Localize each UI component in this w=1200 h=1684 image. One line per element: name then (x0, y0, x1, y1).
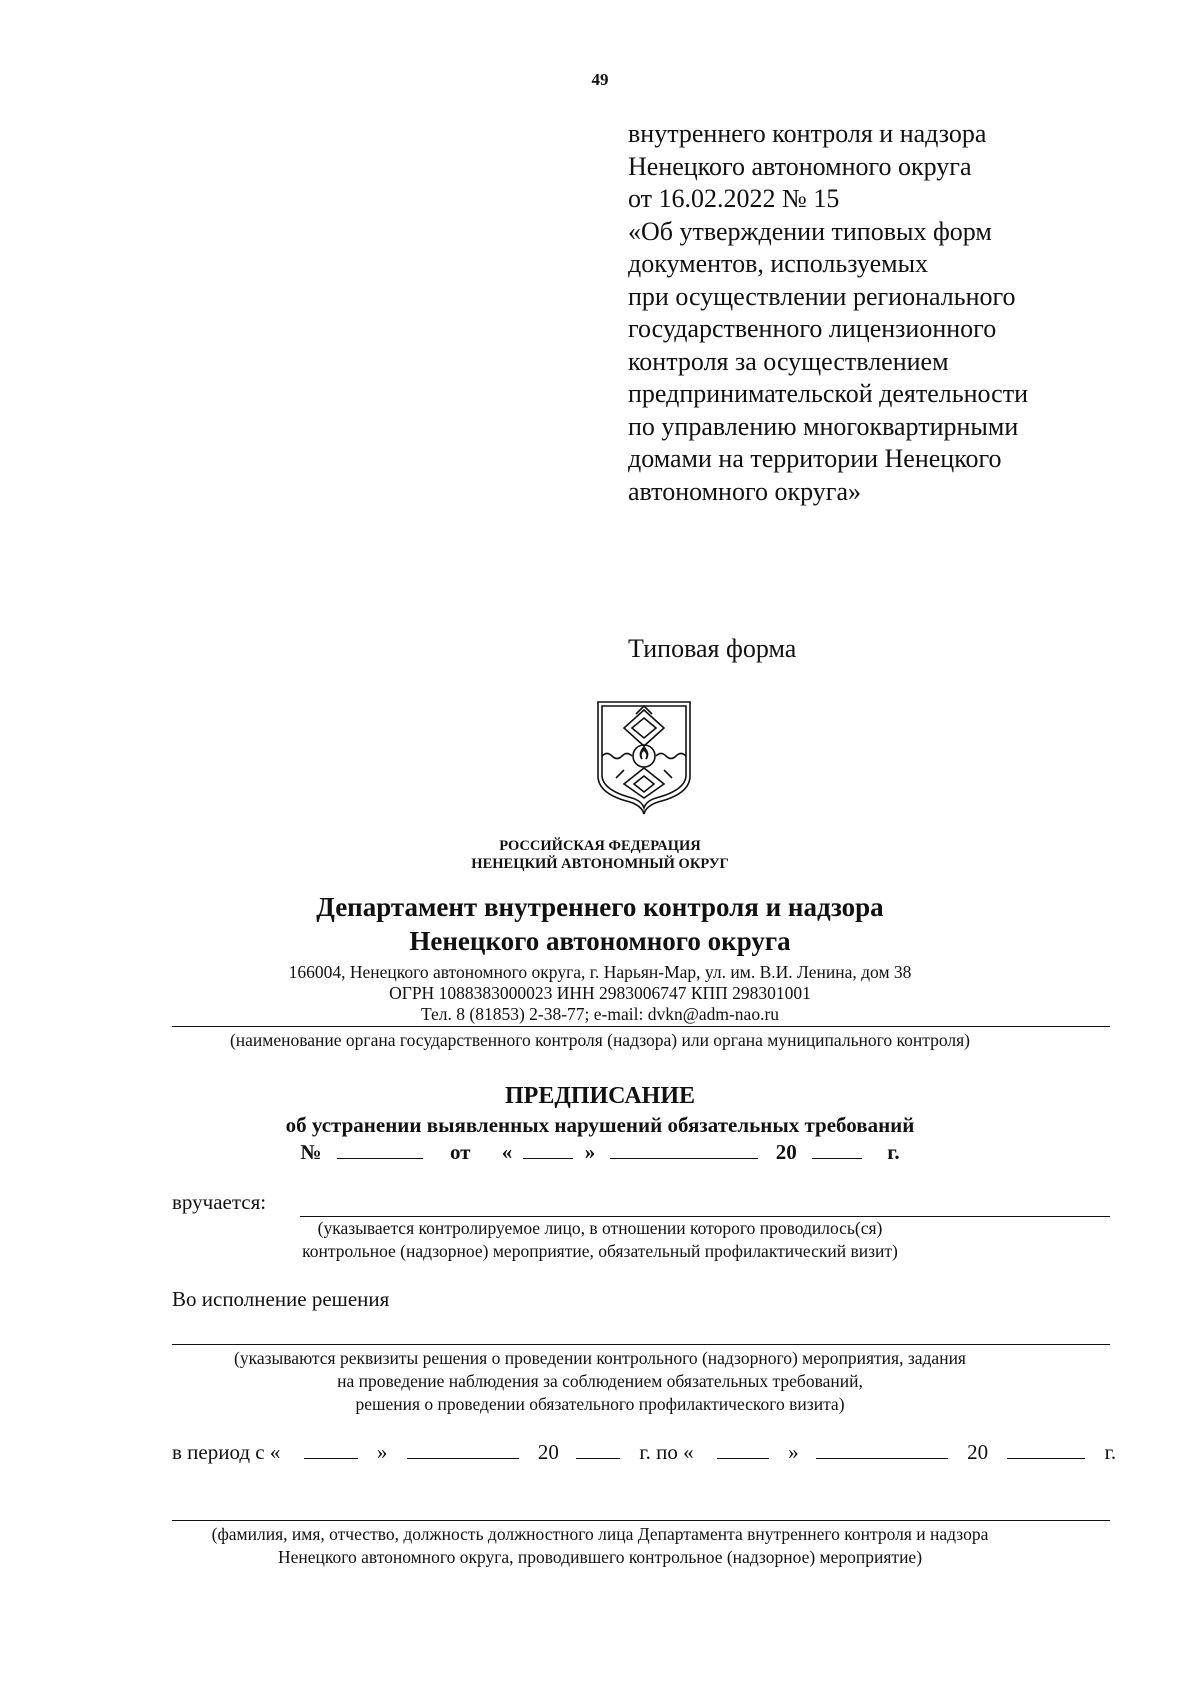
header-line: по управлению многоквартирными (628, 411, 1019, 441)
period-to-label: г. по « (639, 1440, 694, 1464)
period-to-year-field[interactable] (1007, 1440, 1085, 1459)
header-line: предпринимательской деятельности (628, 379, 1028, 408)
approval-header (628, 118, 1148, 508)
header-line: домами на территории Ненецкого (628, 444, 1002, 473)
period-from-month-field[interactable] (407, 1440, 519, 1459)
execution-caption-1: (указываются реквизиты решения о проведении контрольного (надзорного) мероприятия, задания (234, 1348, 966, 1368)
delivered-caption-1: (указывается контролируемое лицо, в отношении которого проводилось(ся) (317, 1218, 883, 1238)
document-title: ПРЕДПИСАНИЕ (505, 1083, 695, 1109)
month-field[interactable] (610, 1140, 758, 1159)
org-divider (172, 1026, 1110, 1027)
year-prefix: 20 (775, 1140, 797, 1164)
period-to-month-field[interactable] (816, 1440, 948, 1459)
period-from-year-prefix: 20 (537, 1440, 559, 1464)
delivered-label: вручается: (172, 1190, 267, 1214)
page-number: 49 (591, 70, 609, 89)
period-from-label: в период с « (172, 1440, 281, 1464)
org-caption: (наименование органа государственного контроля (надзора) или органа муниципального контроля) (229, 1030, 971, 1050)
official-caption-2: Ненецкого автономного округа, проводившего контрольное (надзорное) мероприятие) (277, 1547, 923, 1567)
date-from-label: от (449, 1140, 471, 1164)
period-to-year-suffix: г. (1104, 1440, 1117, 1464)
form-label: Типовая форма (628, 634, 797, 663)
header-line: от 16.02.2022 № 15 (628, 184, 840, 213)
header-line: государственного лицензионного (628, 314, 997, 343)
region-name: НЕНЕЦКИЙ АВТОНОМНЫЙ ОКРУГ (471, 856, 729, 872)
header-line: «Об утверждении типовых форм (628, 216, 992, 246)
year-suffix: г. (887, 1140, 900, 1164)
header-line: контроля за осуществлением (628, 346, 949, 376)
period-to-quote-close: » (788, 1440, 799, 1464)
execution-field[interactable] (172, 1344, 1110, 1345)
department-address: 166004, Ненецкого автономного округа, г. Нарьян-Мар, ул. им. В.И. Ленина, дом 38 (288, 962, 912, 982)
department-contacts: Тел. 8 (81853) 2-38-77; e-mail: dvkn@adm-nao.ru (420, 1004, 780, 1024)
execution-label: Во исполнение решения (172, 1287, 390, 1311)
header-line: Ненецкого автономного округа (628, 151, 972, 181)
header-line: документов, используемых (628, 249, 929, 278)
document-subtitle: об устранении выявленных нарушений обязательных требований (285, 1113, 915, 1137)
period-from-year-field[interactable] (576, 1440, 620, 1459)
number-field[interactable] (337, 1140, 423, 1159)
date-quote-close: » (584, 1140, 596, 1164)
period-from-quote-close: » (376, 1440, 388, 1464)
document-number-line (0, 1140, 1200, 1165)
department-name: Департамент внутреннего контроля и надзора (316, 892, 884, 922)
number-label: № (300, 1140, 322, 1164)
period-from-day-field[interactable] (304, 1440, 358, 1459)
official-caption-1: (фамилия, имя, отчество, должность должностного лица Департамента внутреннего контроля и надзора (211, 1524, 989, 1544)
period-to-day-field[interactable] (717, 1440, 769, 1459)
period-to-year-prefix: 20 (967, 1440, 989, 1464)
execution-caption-2: на проведение наблюдения за соблюдением обязательных требований, (337, 1371, 863, 1391)
official-field[interactable] (172, 1520, 1110, 1521)
country-name: РОССИЙСКАЯ ФЕДЕРАЦИЯ (499, 838, 701, 854)
year-field[interactable] (812, 1140, 862, 1159)
date-quote-open: « (501, 1140, 513, 1164)
header-line: при осуществлении регионального (628, 281, 1016, 311)
department-name-line2: Ненецкого автономного округа (409, 926, 791, 956)
day-field[interactable] (523, 1140, 573, 1159)
period-line (172, 1440, 1116, 1465)
coat-of-arms-icon (594, 698, 694, 816)
delivered-caption-2: контрольное (надзорное) мероприятие, обязательный профилактический визит) (302, 1241, 898, 1261)
header-line: внутреннего контроля и надзора (628, 119, 987, 148)
header-line: автономного округа» (628, 476, 861, 506)
execution-caption-3: решения о проведении обязательного профилактического визита) (355, 1394, 845, 1414)
department-registration: ОГРН 1088383000023 ИНН 2983006747 КПП 298301001 (389, 983, 811, 1003)
